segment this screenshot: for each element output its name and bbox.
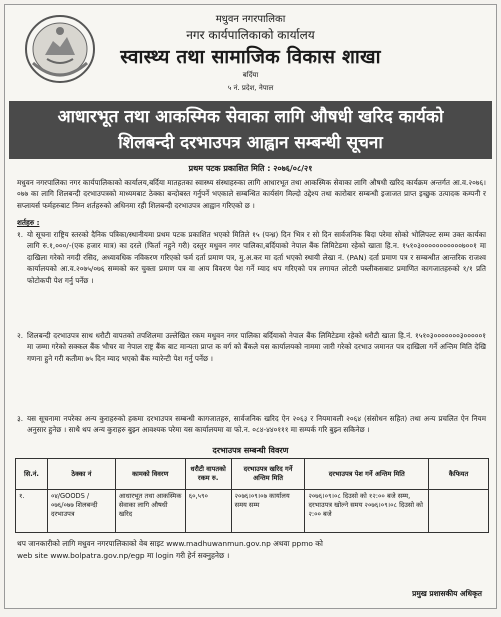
table-cell: ०४/GOODS /०७६/०७७ शिलबन्दी दरभाउपत्र <box>47 490 115 533</box>
province-name: ५ नं. प्रदेश, नेपाल <box>227 84 274 92</box>
table-cell: १. <box>16 490 48 533</box>
publish-date: प्रथम पटक प्रकाशित मिति : २०७६/०८/२१ <box>188 164 313 173</box>
table-header-row <box>16 459 489 490</box>
table-row <box>16 490 489 533</box>
tender-details-table <box>15 458 489 533</box>
table-title: दरभाउपत्र सम्बन्धी विवरण <box>212 446 289 455</box>
col-header: कामको विवरण <box>115 459 185 490</box>
intro-paragraph: मधुवन नगरपालिका नगर कार्यपालिकाको कार्यालय,बर्दिया मातहतका स्वास्थ्य संस्थाहरुका लागि आधारभूत तथा आकस्मिक सेवाका लागि औषधी खरिद कार्यक्रम अन्तर्गत आ.व.२०७६।०७७ का लागि शिलबन्दी दरभाउपत्रको माध्यमबाट ठेक्का बन्दोबस्त गर्नुपर्ने भएकाले सम्बन्धित कार्यसंग मिल्दो उद्देश्य तथा कारोबार सम्बन्धी इजाजत प्राप्त इच्छुक उत्पादक कम्पनी र सप्लायर्स फर्महरुबाट निम्न शर्तहरुको अधिनमा रही शिलबन्दी दरभाउपत्र आह्वान गरिएको छ । <box>17 178 486 210</box>
col-header: दरभाउपत्र पेश गर्ने अन्तिम मिति <box>305 459 429 490</box>
conditions-heading: शर्तहरु : <box>17 218 40 227</box>
condition-number: ३. <box>17 414 24 423</box>
signature-title: प्रमुख प्रशासकीय अधिकृत <box>412 589 482 598</box>
condition-number: १. <box>17 230 24 239</box>
table-cell: २०७६।०९।०८ दिउसो को १२:०० बजे सम्म, दरभाउपत्र खोल्ने समय २०७६।०९।०८ दिउसो को २:०० बजे <box>305 490 429 533</box>
notice-title-banner <box>9 101 492 159</box>
district-name: बर्दिया <box>242 71 259 79</box>
condition-2 <box>17 330 486 364</box>
condition-text: यस सूचनामा नपरेका अन्य कुराहरुको हकमा दरभाउपत्र सम्बन्धी कागजातहरु, सार्वजनिक खरिद ऐन २०६३ र नियमावली २०६४ (संसोधन सहित) तथा अन्य प्रचलित ऐन नियम अनुसार हुनेछ । साथै थप अन्य कुराहरु बुझ्न आवश्यक परेमा यस कार्यालयमा वा फो.न. ०८४-४४०१११ मा सम्पर्क गरि बुझ्न सकिनेछ । <box>27 414 486 435</box>
col-header: ठेक्का नं <box>47 459 115 490</box>
municipality-name: मधुवन नगरपालिका <box>215 14 286 25</box>
col-header: धरौटी वापतको रकम रु. <box>185 459 231 490</box>
notice-page <box>4 4 497 609</box>
col-header: कैफियत <box>429 459 489 490</box>
office-name: नगर कार्यपालिकाको कार्यालय <box>186 28 315 42</box>
condition-text: यो सूचना राष्ट्रिय स्तरको दैनिक पत्रिका/स्थानीयमा प्रथम पटक प्रकाशित भएको मितिले १५ (पन्ध्र) दिन भित्र र सो दिन सार्वजनिक बिदा परेमा सोको भोलिपल्ट सम्म उक्त कार्यका लागि रु.१,०००/-(एक हजार मात्र) का दरले (फिर्ता नहुने गरी) दस्तुर मधुवन नगर पालिका,बर्दियाको नेपाल बैंक लिमिटेडमा रहेको खाता हि.न. १५१०३०००००००००००७००१ मा दाखिला गरेको नगदी रसिद, अध्यावधिक नविकरण गरिएको फर्म दर्ता प्रमाण पत्र, मु.अ.कर मा दर्ता भएको स्थायी लेखा नं. (PAN) दर्ता प्रमाण पत्र र सम्बन्धीत आन्तरिक राजश्व कार्यालयको आ.व.२०७५/०७६ सम्मको कर चुक्ता प्रमाण पत्र वा आय विवरण पेश गर्ने म्याद थप गरिएको पत्र लगायत लोटरी पब्लीकसबाट प्रमाणित कागजातहरुको १/१ प्रति फोटोकपी पेश गर्नु पर्नेछ । <box>27 230 486 285</box>
condition-1 <box>17 229 486 286</box>
footer-line2: web site www.bolpatra.gov.np/egp मा login गरी हेर्न सक्नुहनेछ । <box>17 551 230 560</box>
table-cell: ६०,५९० <box>185 490 231 533</box>
col-header: सि.नं. <box>16 459 48 490</box>
notice-title-line1: आधारभूत तथा आकस्मिक सेवाका लागि औषधी खरिद कार्यको <box>57 107 444 127</box>
footer-line1: थप जानकारीको लागि मधुवन नगरपालिकाको वेब साइट www.madhuwanmun.gov.np अथवा ppmo को <box>17 539 323 548</box>
condition-text: शिलबन्दी दरभाउपत्र साथ धरौटी वापतको तपशिलमा उल्लेखित रकम मधुवन नगर पालिका बर्दियाको नेपाल बैंक लिमिटेडमा रहेको धरौटी खाता हि.नं. १५१०३०००००००३०००००१ मा जम्मा गरेको सक्कल बैंक भौचर वा नेपाल राष्ट्र बैंक बाट मान्यता प्राप्त क वर्ग को बैंकले यस कार्यालयको नाममा जारी गरेको दरभाउ जमानत पत्र दाखिला गर्ने अन्तिम मिति देखि गणना हुने गरी कतीमा ७५ दिन म्याद भएको बैंक ग्यारेन्टी पेश गर्नु पर्नेछ । <box>27 331 486 363</box>
table-cell: आधारभूत तथा आकस्मिक सेवाका लागि औषधी खरिद <box>115 490 185 533</box>
branch-name: स्वास्थ्य तथा सामाजिक विकास शाखा <box>120 46 381 68</box>
condition-3 <box>17 413 486 436</box>
footer-note <box>17 538 484 562</box>
notice-title-line2: शिलबन्दी दरभाउपत्र आह्वान सम्बन्धी सूचना <box>118 133 383 153</box>
table-cell: २०७६।०९।०७ कार्यालय समय सम्म <box>231 490 305 533</box>
table-cell <box>429 490 489 533</box>
col-header: दरभाउपत्र खरिद गर्ने अन्तिम मिति <box>231 459 305 490</box>
condition-number: २. <box>17 331 24 340</box>
